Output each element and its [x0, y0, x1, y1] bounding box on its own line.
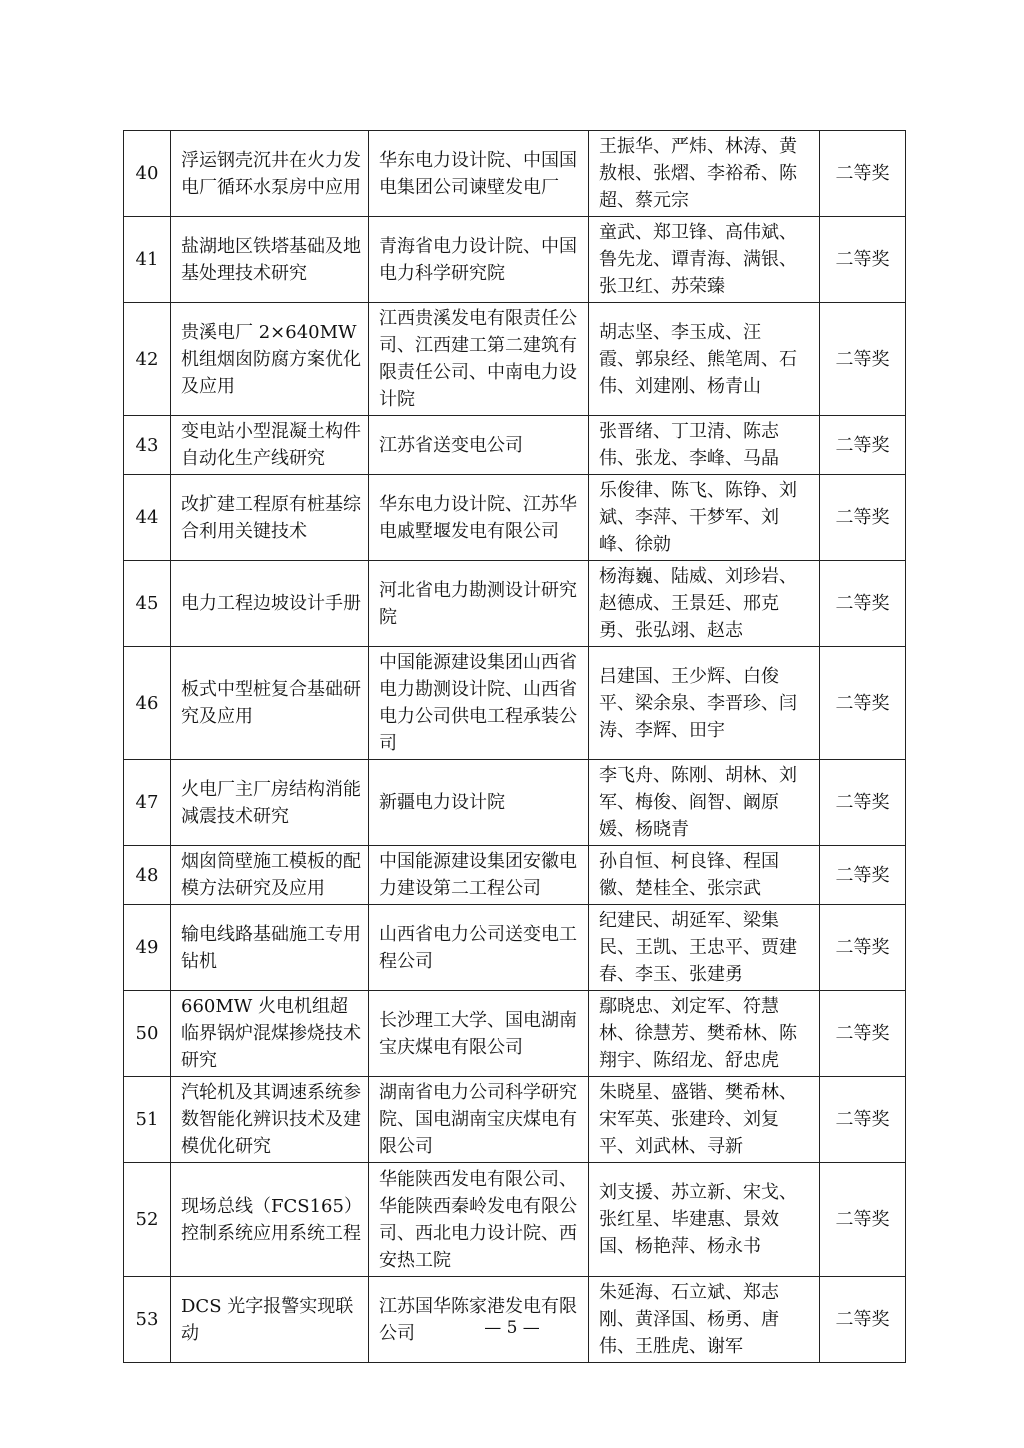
project-name: 盐湖地区铁塔基础及地基处理技术研究 [171, 217, 369, 303]
table-row [124, 647, 906, 760]
completion-people: 李飞舟、陈刚、胡林、刘军、梅俊、阎智、阚原媛、杨晓青 [589, 760, 820, 846]
completion-unit: 华东电力设计院、江苏华电戚墅堰发电有限公司 [369, 475, 589, 561]
award-level: 二等奖 [820, 303, 906, 416]
row-number: 42 [124, 303, 171, 416]
award-level: 二等奖 [820, 475, 906, 561]
table-row [124, 846, 906, 905]
row-number: 46 [124, 647, 171, 760]
completion-people: 刘支援、苏立新、宋戈、张红星、毕建惠、景效国、杨艳萍、杨永书 [589, 1163, 820, 1277]
completion-unit: 中国能源建设集团安徽电力建设第二工程公司 [369, 846, 589, 905]
project-name: 板式中型桩复合基础研究及应用 [171, 647, 369, 760]
awards-table [123, 130, 906, 1363]
award-level: 二等奖 [820, 1277, 906, 1363]
row-number: 52 [124, 1163, 171, 1277]
completion-people: 朱延海、石立斌、郑志刚、黄泽国、杨勇、唐伟、王胜虎、谢军 [589, 1277, 820, 1363]
row-number: 41 [124, 217, 171, 303]
award-level: 二等奖 [820, 1077, 906, 1163]
completion-unit: 江苏省送变电公司 [369, 416, 589, 475]
award-level: 二等奖 [820, 131, 906, 217]
completion-people: 胡志坚、李玉成、汪 霞、郭泉经、熊笔周、石 伟、刘建刚、杨青山 [589, 303, 820, 416]
project-name: 改扩建工程原有桩基综合利用关键技术 [171, 475, 369, 561]
row-number: 43 [124, 416, 171, 475]
award-level: 二等奖 [820, 991, 906, 1077]
completion-unit: 青海省电力设计院、中国电力科学研究院 [369, 217, 589, 303]
award-level: 二等奖 [820, 217, 906, 303]
row-number: 50 [124, 991, 171, 1077]
completion-unit: 长沙理工大学、国电湖南宝庆煤电有限公司 [369, 991, 589, 1077]
completion-people: 吕建国、王少辉、白俊平、梁余泉、李晋珍、闫涛、李辉、田宇 [589, 647, 820, 760]
completion-unit: 江苏国华陈家港发电有限公司 [369, 1277, 589, 1363]
completion-people: 鄢晓忠、刘定军、符慧林、徐慧芳、樊希林、陈翔宇、陈绍龙、舒忠虎 [589, 991, 820, 1077]
project-name: 电力工程边坡设计手册 [171, 561, 369, 647]
award-level: 二等奖 [820, 647, 906, 760]
award-level: 二等奖 [820, 1163, 906, 1277]
table-row [124, 905, 906, 991]
table-row [124, 416, 906, 475]
completion-people: 乐俊律、陈飞、陈铮、刘斌、李萍、干梦军、刘峰、徐勍 [589, 475, 820, 561]
completion-people: 童武、郑卫锋、高伟斌、鲁先龙、谭青海、满银、张卫红、苏荣臻 [589, 217, 820, 303]
table-row [124, 131, 906, 217]
project-name: 660MW 火电机组超临界锅炉混煤掺烧技术研究 [171, 991, 369, 1077]
project-name: 火电厂主厂房结构消能减震技术研究 [171, 760, 369, 846]
awards-table-body [124, 131, 906, 1363]
table-row [124, 561, 906, 647]
project-name: 输电线路基础施工专用钻机 [171, 905, 369, 991]
project-name: 汽轮机及其调速系统参数智能化辨识技术及建模优化研究 [171, 1077, 369, 1163]
table-row [124, 217, 906, 303]
row-number: 40 [124, 131, 171, 217]
table-row [124, 303, 906, 416]
completion-unit: 新疆电力设计院 [369, 760, 589, 846]
row-number: 48 [124, 846, 171, 905]
award-level: 二等奖 [820, 416, 906, 475]
completion-unit: 华能陕西发电有限公司、华能陕西秦岭发电有限公司、西北电力设计院、西安热工院 [369, 1163, 589, 1277]
row-number: 45 [124, 561, 171, 647]
completion-people: 王振华、严炜、林涛、黄敖根、张熠、李裕希、陈超、蔡元宗 [589, 131, 820, 217]
row-number: 51 [124, 1077, 171, 1163]
table-row [124, 760, 906, 846]
completion-people: 纪建民、胡延军、梁集民、王凯、王忠平、贾建春、李玉、张建勇 [589, 905, 820, 991]
row-number: 49 [124, 905, 171, 991]
completion-people: 孙自恒、柯良锋、程国徽、楚桂全、张宗武 [589, 846, 820, 905]
project-name: 变电站小型混凝土构件自动化生产线研究 [171, 416, 369, 475]
completion-unit: 江西贵溪发电有限责任公司、江西建工第二建筑有限责任公司、中南电力设计院 [369, 303, 589, 416]
completion-unit: 河北省电力勘测设计研究院 [369, 561, 589, 647]
project-name: 烟囱筒壁施工模板的配模方法研究及应用 [171, 846, 369, 905]
table-row [124, 475, 906, 561]
row-number: 53 [124, 1277, 171, 1363]
award-level: 二等奖 [820, 846, 906, 905]
completion-people: 杨海巍、陆威、刘珍岩、赵德成、王景廷、邢克勇、张弘翊、赵志 [589, 561, 820, 647]
row-number: 44 [124, 475, 171, 561]
completion-people: 张晋绪、丁卫清、陈志伟、张龙、李峰、马晶 [589, 416, 820, 475]
table-row [124, 1077, 906, 1163]
completion-unit: 湖南省电力公司科学研究院、国电湖南宝庆煤电有限公司 [369, 1077, 589, 1163]
award-level: 二等奖 [820, 905, 906, 991]
project-name: 贵溪电厂 2×640MW 机组烟囱防腐方案优化及应用 [171, 303, 369, 416]
table-row [124, 1163, 906, 1277]
award-level: 二等奖 [820, 561, 906, 647]
project-name: 浮运钢壳沉井在火力发电厂循环水泵房中应用 [171, 131, 369, 217]
completion-unit: 山西省电力公司送变电工程公司 [369, 905, 589, 991]
completion-unit: 华东电力设计院、中国国电集团公司谏壁发电厂 [369, 131, 589, 217]
award-level: 二等奖 [820, 760, 906, 846]
page-number: — 5 — [484, 1318, 540, 1338]
project-name: DCS 光字报警实现联动 [171, 1277, 369, 1363]
completion-unit: 中国能源建设集团山西省电力勘测设计院、山西省电力公司供电工程承装公司 [369, 647, 589, 760]
table-row [124, 991, 906, 1077]
project-name: 现场总线（FCS165）控制系统应用系统工程 [171, 1163, 369, 1277]
row-number: 47 [124, 760, 171, 846]
completion-people: 朱晓星、盛锴、樊希林、宋军英、张建玲、刘复平、刘武林、寻新 [589, 1077, 820, 1163]
